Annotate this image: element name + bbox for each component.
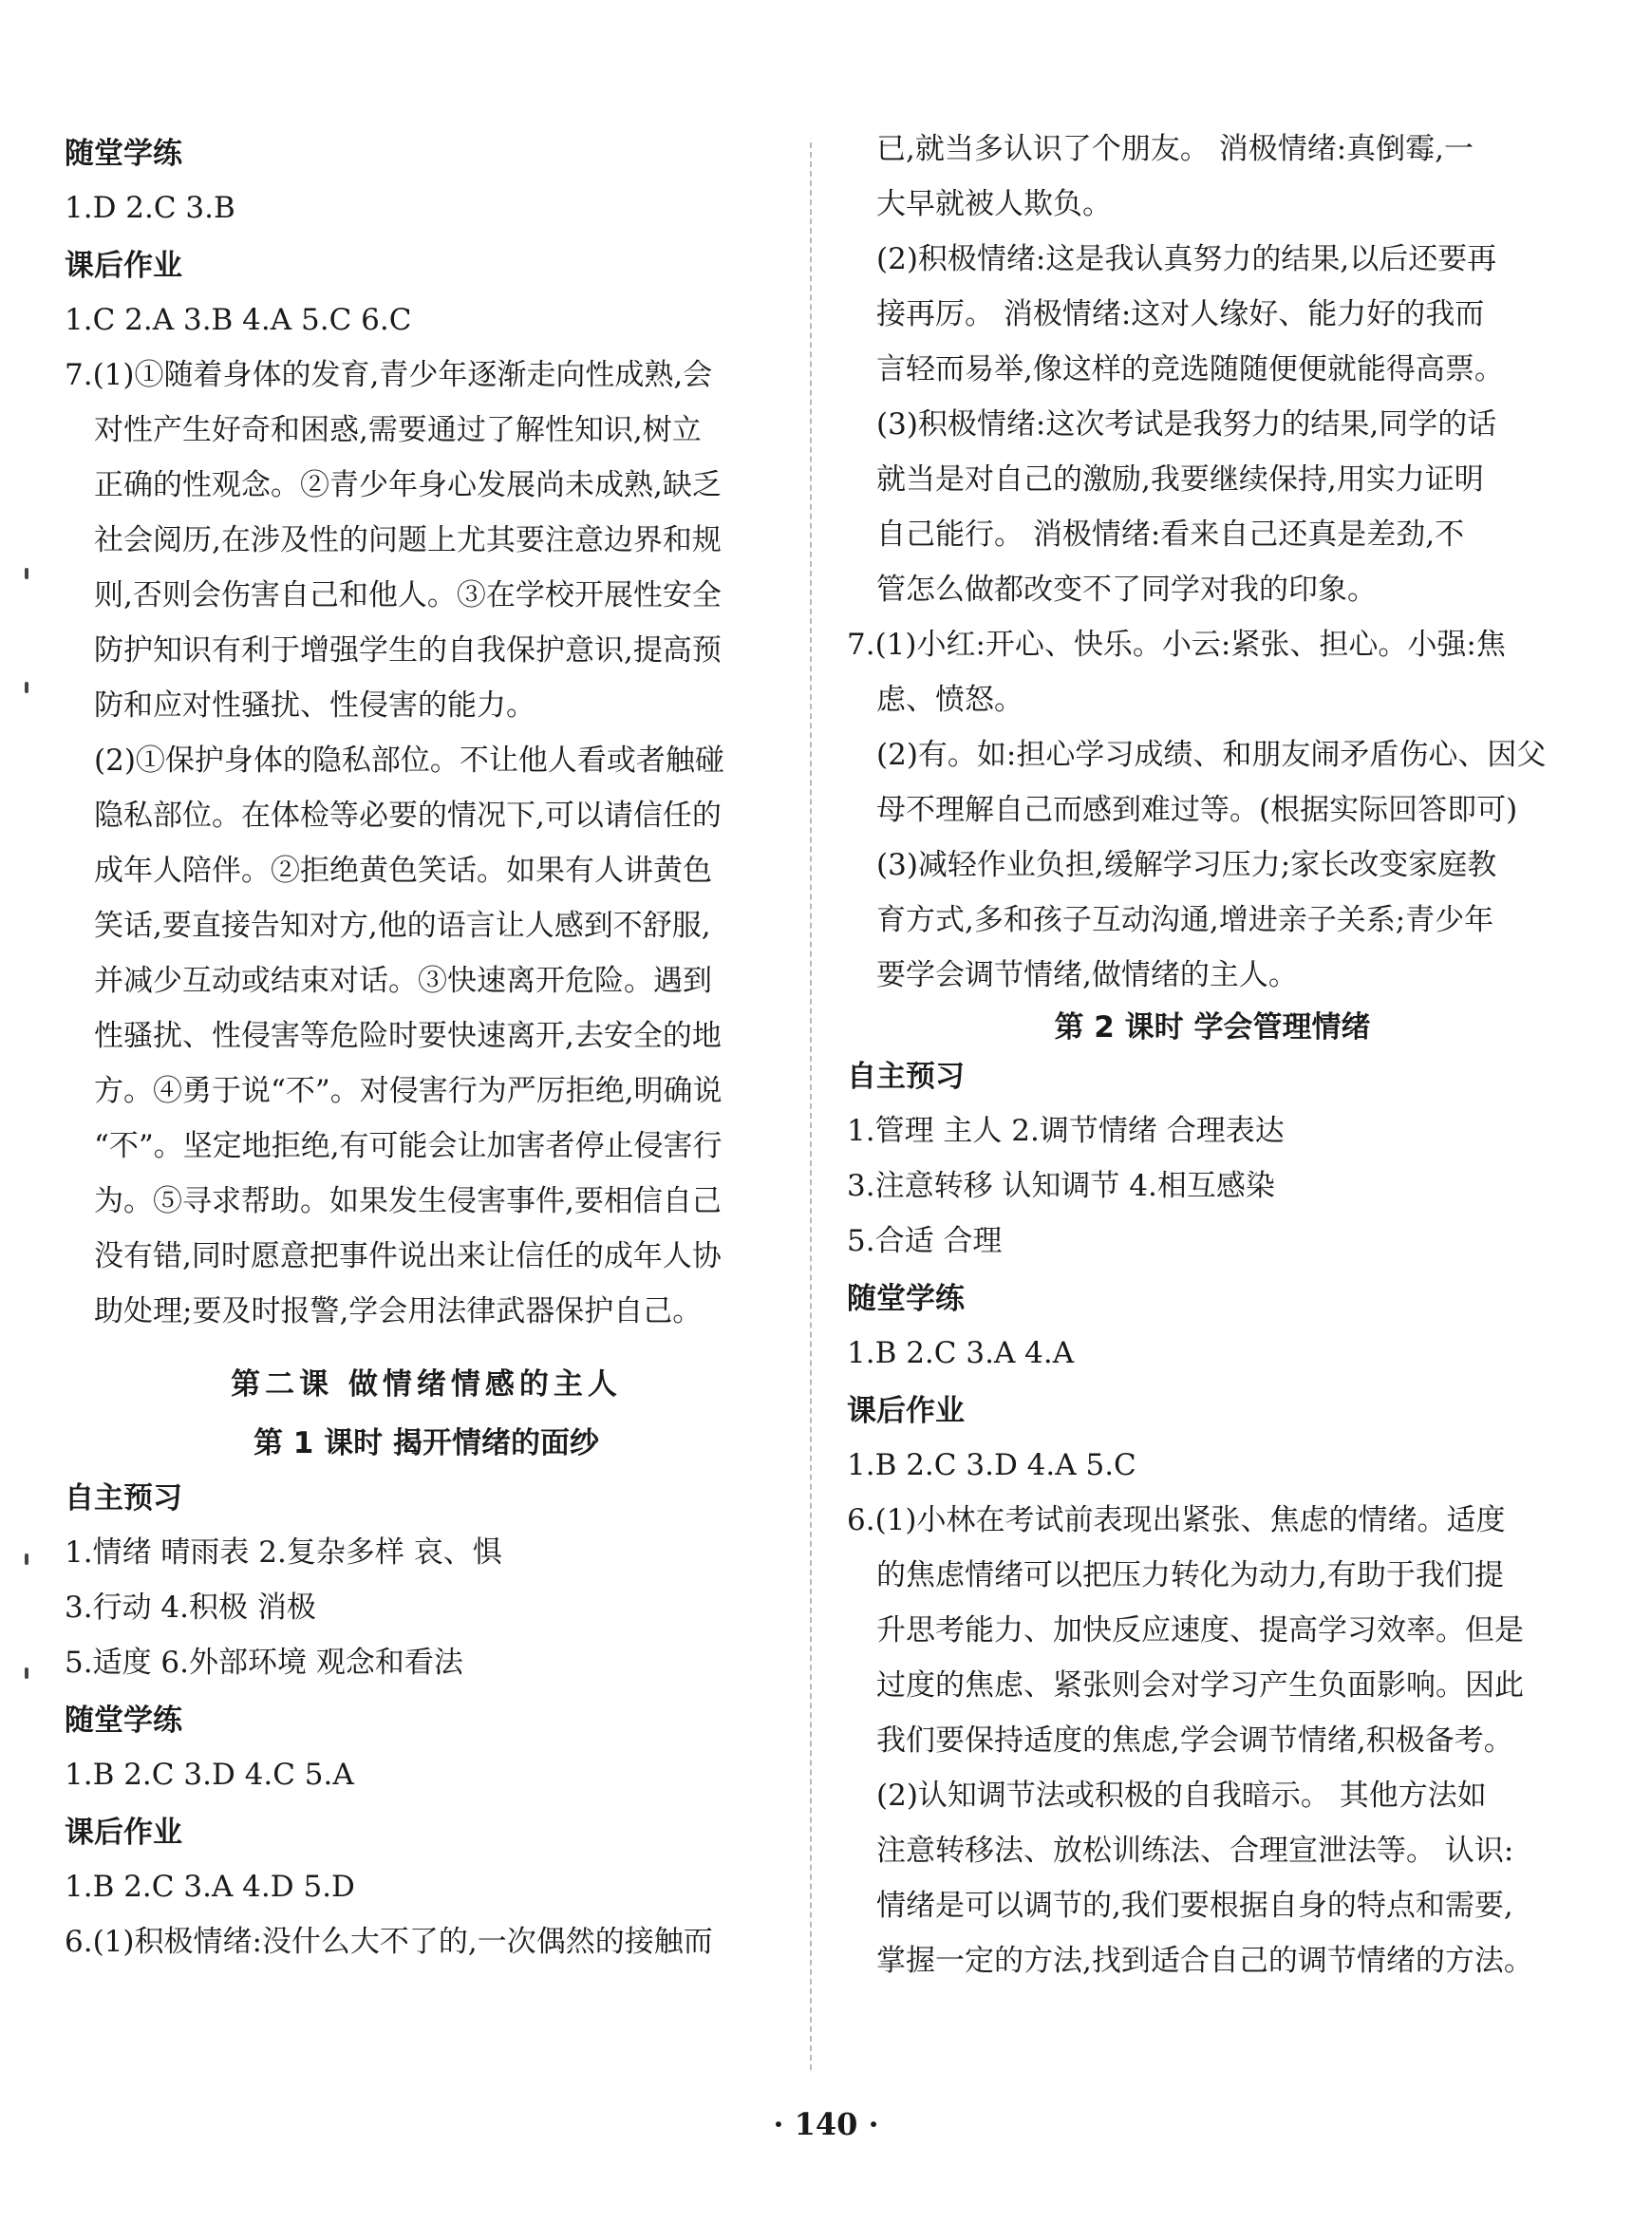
- answer-line: 防和应对性骚扰、性侵害的能力。: [94, 688, 535, 723]
- answer-line: 要学会调节情绪,做情绪的主人。: [876, 958, 1298, 992]
- answer-line: 助处理;要及时报警,学会用法律武器保护自己。: [94, 1294, 703, 1328]
- answer-line: (2)认知调节法或积极的自我暗示。 其他方法如: [876, 1779, 1487, 1813]
- answer-line: 方。④勇于说“不”。对侵害行为严厉拒绝,明确说: [94, 1074, 723, 1108]
- section-heading: 随堂学练: [65, 1704, 182, 1738]
- answer-line: (2)①保护身体的隐私部位。不让他人看或者触碰: [94, 744, 724, 778]
- answer-line: 大早就被人欺负。: [876, 187, 1112, 221]
- answer-line: 的焦虑情绪可以把压力转化为动力,有助于我们提: [876, 1558, 1504, 1592]
- answer-line: 掌握一定的方法,找到适合自己的调节情绪的方法。: [876, 1944, 1533, 1978]
- answer-line: 为。⑤寻求帮助。如果发生侵害事件,要相信自己: [94, 1184, 722, 1218]
- answer-line: 隐私部位。在体检等必要的情况下,可以请信任的: [94, 799, 722, 833]
- answer-line: 1.C 2.A 3.B 4.A 5.C 6.C: [65, 303, 412, 337]
- period-title: 第 1 课时 揭开情绪的面纱: [253, 1426, 599, 1460]
- margin-mark: [25, 568, 28, 579]
- answer-line: 已,就当多认识了个朋友。 消极情绪:真倒霉,一: [876, 132, 1474, 166]
- section-heading: 课后作业: [65, 249, 182, 283]
- answer-line: 1.D 2.C 3.B: [65, 191, 235, 225]
- section-heading: 自主预习: [65, 1481, 182, 1516]
- page-number: · 140 ·: [773, 2106, 879, 2142]
- answer-line: 管怎么做都改变不了同学对我的印象。: [876, 573, 1377, 607]
- answer-line: 则,否则会伤害自己和他人。③在学校开展性安全: [94, 578, 722, 612]
- answer-line: 1.B 2.C 3.A 4.D 5.D: [65, 1870, 355, 1904]
- answer-line: 言轻而易举,像这样的竞选随随便便就能得高票。: [876, 352, 1504, 386]
- answer-line: 防护知识有利于增强学生的自我保护意识,提高预: [94, 633, 722, 668]
- answer-line: 6.(1)小林在考试前表现出紧张、焦虑的情绪。适度: [847, 1503, 1506, 1537]
- answer-line: 1.管理 主人 2.调节情绪 合理表达: [847, 1114, 1285, 1148]
- answer-line: (3)减轻作业负担,缓解学习压力;家长改变家庭教: [876, 848, 1497, 882]
- lesson-title: 第二课 做情绪情感的主人: [231, 1367, 622, 1402]
- answer-line: 3.行动 4.积极 消极: [65, 1591, 316, 1625]
- answer-line: 5.合适 合理: [847, 1224, 1003, 1258]
- section-heading: 课后作业: [65, 1816, 182, 1850]
- answer-line: 我们要保持适度的焦虑,学会调节情绪,积极备考。: [876, 1723, 1513, 1758]
- answer-line: 育方式,多和孩子互动沟通,增进亲子关系;青少年: [876, 903, 1494, 937]
- answer-line: 接再厉。 消极情绪:这对人缘好、能力好的我而: [876, 297, 1485, 331]
- answer-line: 就当是对自己的激励,我要继续保持,用实力证明: [876, 462, 1484, 497]
- column-divider: [810, 142, 812, 2070]
- answer-line: 没有错,同时愿意把事件说出来让信任的成年人协: [94, 1239, 722, 1273]
- answer-line: 升思考能力、加快反应速度、提高学习效率。但是: [876, 1613, 1524, 1648]
- answer-line: 对性产生好奇和困惑,需要通过了解性知识,树立: [94, 413, 702, 447]
- answer-line: 3.注意转移 认知调节 4.相互感染: [847, 1169, 1275, 1203]
- answer-line: 自己能行。 消极情绪:看来自己还真是差劲,不: [876, 518, 1465, 552]
- answer-line: 6.(1)积极情绪:没什么大不了的,一次偶然的接触而: [65, 1925, 713, 1959]
- answer-line: 5.适度 6.外部环境 观念和看法: [65, 1646, 463, 1680]
- answer-line: (2)有。如:担心学习成绩、和朋友闹矛盾伤心、因父: [876, 738, 1547, 772]
- margin-mark: [25, 682, 28, 693]
- answer-line: 成年人陪伴。②拒绝黄色笑话。如果有人讲黄色: [94, 854, 712, 888]
- answer-line: 社会阅历,在涉及性的问题上尤其要注意边界和规: [94, 523, 722, 557]
- answer-line: 1.B 2.C 3.D 4.A 5.C: [847, 1448, 1136, 1482]
- answer-line: 注意转移法、放松训练法、合理宣泄法等。 认识:: [876, 1834, 1514, 1868]
- answer-line: (3)积极情绪:这次考试是我努力的结果,同学的话: [876, 407, 1497, 442]
- answer-line: “不”。坚定地拒绝,有可能会让加害者停止侵害行: [94, 1129, 723, 1163]
- answer-line: 过度的焦虑、紧张则会对学习产生负面影响。因此: [876, 1668, 1524, 1703]
- answer-line: 性骚扰、性侵害等危险时要快速离开,去安全的地: [94, 1019, 722, 1053]
- answer-line: 母不理解自己而感到难过等。(根据实际回答即可): [876, 793, 1518, 827]
- margin-mark: [25, 1554, 28, 1565]
- answer-line: 1.情绪 晴雨表 2.复杂多样 哀、惧: [65, 1535, 502, 1570]
- section-heading: 随堂学练: [847, 1282, 965, 1316]
- margin-mark: [25, 1667, 28, 1679]
- answer-line: 正确的性观念。②青少年身心发展尚未成熟,缺乏: [94, 468, 722, 502]
- answer-line: 7.(1)①随着身体的发育,青少年逐渐走向性成熟,会: [65, 358, 713, 392]
- section-heading: 课后作业: [847, 1394, 965, 1428]
- answer-line: 7.(1)小红:开心、快乐。小云:紧张、担心。小强:焦: [847, 628, 1506, 662]
- section-heading: 自主预习: [847, 1060, 965, 1094]
- right-column: [847, 122, 1578, 1988]
- section-heading: 随堂学练: [65, 137, 182, 171]
- answer-line: 虑、愤怒。: [876, 683, 1023, 717]
- left-column: [65, 123, 788, 1969]
- period-title: 第 2 课时 学会管理情绪: [1054, 1010, 1371, 1045]
- answer-line: 1.B 2.C 3.A 4.A: [847, 1336, 1075, 1370]
- answer-line: 笑话,要直接告知对方,他的语言让人感到不舒服,: [94, 909, 711, 943]
- answer-line: 并减少互动或结束对话。③快速离开危险。遇到: [94, 964, 712, 998]
- answer-line: 情绪是可以调节的,我们要根据自身的特点和需要,: [876, 1889, 1513, 1923]
- answer-line: (2)积极情绪:这是我认真努力的结果,以后还要再: [876, 242, 1497, 276]
- answer-line: 1.B 2.C 3.D 4.C 5.A: [65, 1758, 354, 1792]
